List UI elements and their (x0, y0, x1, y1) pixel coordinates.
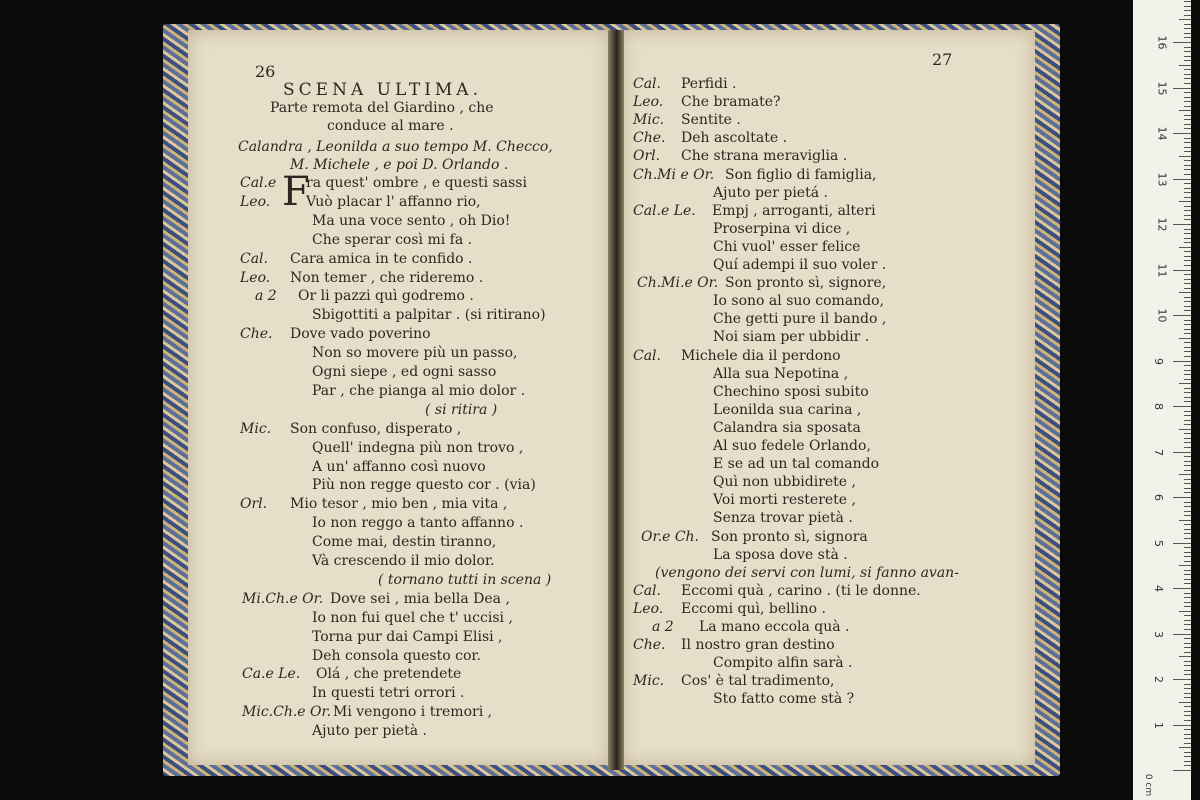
verse-line: Come mai, destin tiranno, (312, 534, 497, 551)
verse-line: Or li pazzi quì godremo . (298, 288, 474, 305)
ruler-tick (1184, 456, 1191, 457)
ruler-number: 5 (1152, 539, 1165, 547)
ruler-tick (1173, 406, 1191, 407)
ruler-tick (1179, 429, 1191, 430)
speaker-label: Ch.Mi.e Or. (637, 275, 719, 292)
verse-line: Che sperar così mi fa . (312, 231, 473, 248)
ruler-tick (1184, 169, 1191, 170)
ruler-number: 10 (1155, 308, 1169, 323)
verse-line: Non temer , che rideremo . (290, 269, 484, 286)
ruler-tick (1184, 329, 1191, 330)
ruler-tick (1173, 315, 1191, 316)
ruler-tick (1184, 265, 1191, 266)
ruler-tick (1179, 474, 1191, 475)
ruler-tick (1179, 702, 1191, 703)
ruler-tick (1184, 210, 1191, 211)
verse-line: Che strana meraviglia . (681, 148, 848, 165)
left-page-number: 26 (255, 62, 276, 81)
ruler-tick (1184, 620, 1191, 621)
ruler-tick (1184, 188, 1191, 189)
verse-line: ra quest' ombre , e questi sassi (306, 175, 527, 191)
ruler-number: 4 (1152, 585, 1165, 592)
ruler-tick (1173, 88, 1191, 89)
ruler-tick (1173, 42, 1191, 43)
verse-line: Par , che pianga al mio dolor . (312, 382, 526, 399)
ruler-tick (1184, 33, 1191, 34)
ruler-tick (1184, 502, 1191, 503)
verse-line: Eccomi quà , carino . (ti le donne. (681, 582, 921, 599)
ruler-tick (1184, 492, 1191, 493)
ruler-tick (1184, 401, 1191, 402)
verse-line: Il nostro gran destino (681, 637, 835, 654)
verse-line: Noi siam per ubbidir . (713, 329, 870, 346)
ruler-tick (1184, 370, 1191, 371)
verse-line: Vuò placar l' affanno rio, (306, 193, 481, 210)
ruler-tick (1184, 752, 1191, 753)
ruler-unit-label: 0 cm (1143, 773, 1154, 797)
ruler-tick (1184, 388, 1191, 389)
ruler-tick (1173, 133, 1191, 134)
ruler-tick (1184, 28, 1191, 29)
ruler-tick (1184, 579, 1191, 580)
verse-line: Senza trovar pietà . (713, 510, 853, 527)
speaker-label: Ca.e Le. (242, 666, 301, 683)
ruler-tick (1173, 224, 1191, 225)
ruler-tick (1179, 338, 1191, 339)
verse-line: Cara amica in te confido . (290, 250, 473, 267)
ruler-tick (1184, 74, 1191, 75)
ruler-tick (1173, 270, 1191, 271)
ruler-tick (1184, 197, 1191, 198)
ruler-tick (1179, 19, 1191, 20)
ruler-tick (1184, 238, 1191, 239)
ruler-tick (1184, 433, 1191, 434)
ruler-tick (1184, 483, 1191, 484)
ruler-number: 6 (1152, 494, 1165, 501)
verse-line: Michele dia il perdono (681, 347, 841, 364)
ruler-tick (1184, 556, 1191, 557)
verse-line: Deh ascoltate . (681, 130, 788, 147)
ruler-tick (1184, 83, 1191, 84)
ruler-tick (1184, 524, 1191, 525)
ruler-tick (1184, 60, 1191, 61)
verse-line: Voi morti resterete , (713, 492, 856, 509)
speaker-label: a 2 (255, 288, 277, 305)
ruler-tick (1184, 706, 1191, 707)
speaker-label: Cal. (633, 347, 661, 364)
ruler-tick (1184, 661, 1191, 662)
ruler-tick (1184, 151, 1191, 152)
verse-line: Quì non ubbidirete , (713, 474, 856, 491)
speaker-label: Leo. (633, 600, 664, 617)
verse-line: Cos' è tal tradimento, (681, 673, 835, 690)
ruler-tick (1184, 538, 1191, 539)
ruler-tick (1184, 674, 1191, 675)
ruler-tick (1184, 465, 1191, 466)
ruler-tick (1184, 324, 1191, 325)
ruler-tick (1184, 174, 1191, 175)
ruler-tick (1184, 547, 1191, 548)
verse-line: ( tornano tutti in scena ) (378, 571, 552, 588)
ruler-tick (1184, 570, 1191, 571)
ruler-tick (1184, 643, 1191, 644)
ruler-tick (1184, 10, 1191, 11)
verse-line: Non so movere più un passo, (312, 345, 518, 362)
ruler-number: 16 (1155, 35, 1169, 50)
ruler-tick (1184, 420, 1191, 421)
ruler-tick (1184, 552, 1191, 553)
ruler-tick (1184, 470, 1191, 471)
ruler-tick (1184, 379, 1191, 380)
ruler-tick (1184, 47, 1191, 48)
speaker-label: Mi.Ch.e Or. (242, 590, 324, 607)
verse-line: Che bramate? (681, 94, 781, 111)
ruler-number: 11 (1155, 263, 1169, 277)
verse-line: Io non reggo a tanto affanno . (312, 515, 524, 532)
ruler-tick (1184, 397, 1191, 398)
ruler-tick (1184, 119, 1191, 120)
ruler-tick (1184, 461, 1191, 462)
ruler-tick (1184, 602, 1191, 603)
verse-line: Sbigottiti a palpitar . (si ritirano) (312, 307, 546, 324)
cast-line-2: M. Michele , e poi D. Orlando . (290, 157, 509, 173)
ruler-tick (1184, 447, 1191, 448)
ruler-tick (1184, 438, 1191, 439)
ruler-tick (1184, 51, 1191, 52)
ruler-tick (1184, 734, 1191, 735)
measurement-ruler (1133, 0, 1191, 800)
ruler-number: 8 (1152, 403, 1165, 410)
verse-line: Dove sei , mia bella Dea , (330, 590, 510, 607)
verse-line: Son pronto sì, signora (711, 528, 868, 545)
speaker-label: Cal. (633, 582, 661, 599)
ruler-tick (1179, 292, 1191, 293)
speaker-label: Ch.Mi e Or. (633, 166, 715, 183)
verse-line: Al suo fedele Orlando, (713, 438, 871, 454)
ruler-tick (1184, 652, 1191, 653)
ruler-tick (1184, 665, 1191, 666)
verse-line: Ajuto per pietà . (312, 723, 427, 740)
verse-line: Compito alfin sarà . (713, 655, 853, 672)
ruler-tick (1173, 679, 1191, 680)
scene-subheading-2: conduce al mare . (327, 118, 454, 134)
ruler-tick (1184, 351, 1191, 352)
ruler-tick (1184, 128, 1191, 129)
verse-line: Calandra sia sposata (713, 419, 861, 436)
ruler-tick (1184, 761, 1191, 762)
verse-line: (vengono dei servi con lumi, si fanno avan- (655, 564, 959, 581)
verse-line: Quí adempi il suo voler . (713, 257, 887, 273)
verse-line: Io sono al suo comando, (713, 293, 885, 310)
verse-line: E se ad un tal comando (713, 456, 880, 473)
verse-line: Mi vengono i tremori , (333, 704, 493, 721)
ruler-tick (1179, 565, 1191, 566)
ruler-tick (1184, 229, 1191, 230)
ruler-tick (1184, 347, 1191, 348)
ruler-tick (1184, 697, 1191, 698)
ruler-tick (1184, 320, 1191, 321)
ruler-tick (1184, 392, 1191, 393)
ruler-tick (1184, 192, 1191, 193)
ruler-tick (1184, 615, 1191, 616)
speaker-label: Leo. (240, 193, 271, 210)
ruler-tick (1184, 593, 1191, 594)
verse-line: Empj , arroganti, alteri (712, 202, 876, 219)
ruler-tick (1184, 242, 1191, 243)
ruler-tick (1173, 497, 1191, 498)
ruler-tick (1184, 274, 1191, 275)
ruler-tick (1184, 69, 1191, 70)
ruler-tick (1184, 647, 1191, 648)
ruler-tick (1184, 160, 1191, 161)
verse-line: Alla sua Nepotina , (713, 365, 849, 382)
verse-line: Io non fui quel che t' uccisi , (312, 609, 513, 626)
verse-line: Ma una voce sento , oh Dio! (312, 212, 511, 229)
ruler-tick (1184, 574, 1191, 575)
verse-line: ( si ritira ) (425, 401, 498, 418)
ruler-tick (1184, 529, 1191, 530)
ruler-tick (1184, 279, 1191, 280)
ruler-tick (1184, 624, 1191, 625)
ruler-tick (1184, 24, 1191, 25)
ruler-tick (1184, 684, 1191, 685)
ruler-tick (1184, 597, 1191, 598)
ruler-tick (1179, 656, 1191, 657)
ruler-tick (1184, 124, 1191, 125)
speaker-label: Cal.e (240, 175, 277, 191)
verse-line: Sentite . (681, 112, 741, 129)
ruler-tick (1184, 138, 1191, 139)
ruler-tick (1184, 260, 1191, 261)
ruler-tick (1173, 452, 1191, 453)
ruler-tick (1184, 738, 1191, 739)
speaker-label: a 2 (652, 619, 674, 635)
verse-line: Più non regge questo cor . (via) (312, 477, 536, 494)
ruler-tick (1184, 765, 1191, 766)
verse-line: Olá , che pretendete (316, 666, 462, 683)
ruler-tick (1184, 342, 1191, 343)
ruler-tick (1184, 356, 1191, 357)
ruler-tick (1184, 720, 1191, 721)
ruler-number: 9 (1152, 357, 1165, 365)
ruler-tick (1184, 301, 1191, 302)
ruler-tick (1184, 6, 1191, 7)
verse-line: Perfidi . (681, 76, 737, 92)
ruler-tick (1173, 588, 1191, 589)
ruler-tick (1184, 1, 1191, 2)
ruler-number: 1 (1152, 721, 1165, 729)
ruler-tick (1184, 729, 1191, 730)
ruler-tick (1179, 247, 1191, 248)
ruler-tick (1184, 506, 1191, 507)
speaker-label: Mic.Ch.e Or. (242, 704, 332, 721)
ruler-tick (1184, 306, 1191, 307)
ruler-tick (1184, 533, 1191, 534)
ruler-tick (1184, 638, 1191, 639)
ruler-tick (1184, 511, 1191, 512)
speaker-label: Mic. (633, 673, 665, 690)
verse-line: Ogni siepe , ed ogni sasso (312, 364, 497, 380)
ruler-tick (1184, 561, 1191, 562)
verse-line: In questi tetri orrori . (312, 685, 465, 702)
verse-line: Mio tesor , mio ben , mia vita , (290, 496, 508, 513)
ruler-number: 7 (1152, 448, 1165, 456)
cast-line-1: Calandra , Leonilda a suo tempo M. Checco, (238, 139, 553, 155)
ruler-tick (1184, 411, 1191, 412)
ruler-tick (1184, 365, 1191, 366)
ruler-tick (1173, 634, 1191, 635)
ruler-tick (1179, 520, 1191, 521)
drop-cap: F (282, 169, 310, 215)
ruler-tick (1173, 725, 1191, 726)
ruler-tick (1184, 251, 1191, 252)
ruler-tick (1184, 442, 1191, 443)
verse-line: A un' affanno così nuovo (312, 458, 486, 475)
ruler-tick (1184, 415, 1191, 416)
ruler-tick (1184, 147, 1191, 148)
speaker-label: Leo. (633, 94, 664, 111)
ruler-tick (1184, 310, 1191, 311)
ruler-tick (1179, 747, 1191, 748)
ruler-tick (1184, 743, 1191, 744)
ruler-tick (1184, 92, 1191, 93)
speaker-label: Che. (240, 326, 273, 343)
ruler-tick (1184, 715, 1191, 716)
verse-line: Và crescendo il mio dolor. (312, 553, 495, 569)
ruler-tick (1184, 219, 1191, 220)
ruler-tick (1184, 756, 1191, 757)
ruler-tick (1184, 333, 1191, 334)
ruler-tick (1184, 374, 1191, 375)
ruler-tick (1184, 583, 1191, 584)
ruler-tick (1184, 15, 1191, 16)
ruler-tick (1184, 115, 1191, 116)
ruler-number: 15 (1155, 81, 1169, 95)
ruler-tick (1179, 383, 1191, 384)
ruler-tick (1184, 688, 1191, 689)
ruler-tick (1184, 256, 1191, 257)
ruler-tick (1173, 179, 1191, 180)
ruler-tick (1173, 543, 1191, 544)
speaker-label: Leo. (240, 269, 271, 286)
verse-line: Son figlio di famiglia, (725, 166, 877, 183)
ruler-tick (1184, 711, 1191, 712)
speaker-label: Cal.e Le. (633, 202, 696, 219)
ruler-tick (1184, 165, 1191, 166)
speaker-label: Che. (633, 130, 666, 147)
verse-line: Son confuso, disperato , (290, 420, 462, 437)
ruler-tick (1184, 670, 1191, 671)
speaker-label: Or.e Ch. (641, 528, 699, 545)
speaker-label: Che. (633, 637, 666, 654)
ruler-tick (1184, 233, 1191, 234)
ruler-tick (1184, 283, 1191, 284)
ruler-number: 13 (1155, 172, 1169, 186)
verse-line: Torna pur dai Campi Elisi , (312, 628, 503, 645)
scene-subheading-1: Parte remota del Giardino , che (270, 100, 494, 116)
speaker-label: Orl. (633, 148, 661, 165)
book-gutter (608, 30, 624, 770)
verse-line: Sto fatto come stà ? (713, 691, 855, 708)
verse-line: Eccomi quì, bellino . (681, 600, 826, 617)
ruler-tick (1184, 37, 1191, 38)
ruler-number: 2 (1152, 676, 1165, 683)
verse-line: Deh consola questo cor. (312, 647, 481, 664)
ruler-tick (1179, 65, 1191, 66)
ruler-tick (1179, 611, 1191, 612)
ruler-tick (1184, 629, 1191, 630)
ruler-tick (1184, 206, 1191, 207)
ruler-tick (1184, 479, 1191, 480)
verse-line: Che getti pure il bando , (713, 311, 887, 328)
ruler-tick (1173, 361, 1191, 362)
ruler-tick (1184, 56, 1191, 57)
verse-line: Quell' indegna più non trovo , (312, 439, 524, 456)
ruler-tick (1184, 78, 1191, 79)
ruler-tick (1184, 142, 1191, 143)
speaker-label: Cal. (633, 76, 661, 92)
verse-line: Ajuto per pietá . (713, 184, 828, 201)
ruler-tick (1184, 101, 1191, 102)
verse-line: Leonilda sua carina , (713, 401, 862, 418)
ruler-tick (1184, 297, 1191, 298)
verse-line: Proserpina vi dice , (713, 220, 851, 237)
verse-line: La sposa dove stà . (713, 546, 848, 563)
verse-line: Dove vado poverino (290, 326, 431, 343)
ruler-tick (1184, 606, 1191, 607)
ruler-tick (1184, 424, 1191, 425)
ruler-number: 3 (1152, 630, 1165, 638)
ruler-tick (1184, 488, 1191, 489)
speaker-label: Mic. (633, 112, 665, 129)
ruler-tick (1173, 770, 1191, 771)
ruler-tick (1184, 97, 1191, 98)
ruler-tick (1179, 110, 1191, 111)
speaker-label: Mic. (240, 420, 272, 437)
ruler-tick (1179, 156, 1191, 157)
ruler-tick (1184, 515, 1191, 516)
right-page-number: 27 (932, 50, 953, 69)
speaker-label: Orl. (240, 496, 268, 513)
verse-line: La mano eccola quà . (699, 619, 850, 635)
scene-heading: SCENA ULTIMA. (283, 80, 482, 100)
verse-line: Son pronto sì, signore, (725, 275, 887, 292)
ruler-tick (1184, 215, 1191, 216)
speaker-label: Cal. (240, 250, 268, 267)
ruler-tick (1184, 693, 1191, 694)
ruler-number: 14 (1155, 126, 1169, 141)
verse-line: Chi vuol' esser felice (713, 238, 861, 255)
ruler-tick (1179, 201, 1191, 202)
ruler-tick (1184, 106, 1191, 107)
ruler-number: 12 (1155, 217, 1169, 232)
ruler-tick (1184, 183, 1191, 184)
ruler-tick (1184, 288, 1191, 289)
verse-line: Chechino sposi subito (713, 383, 869, 400)
